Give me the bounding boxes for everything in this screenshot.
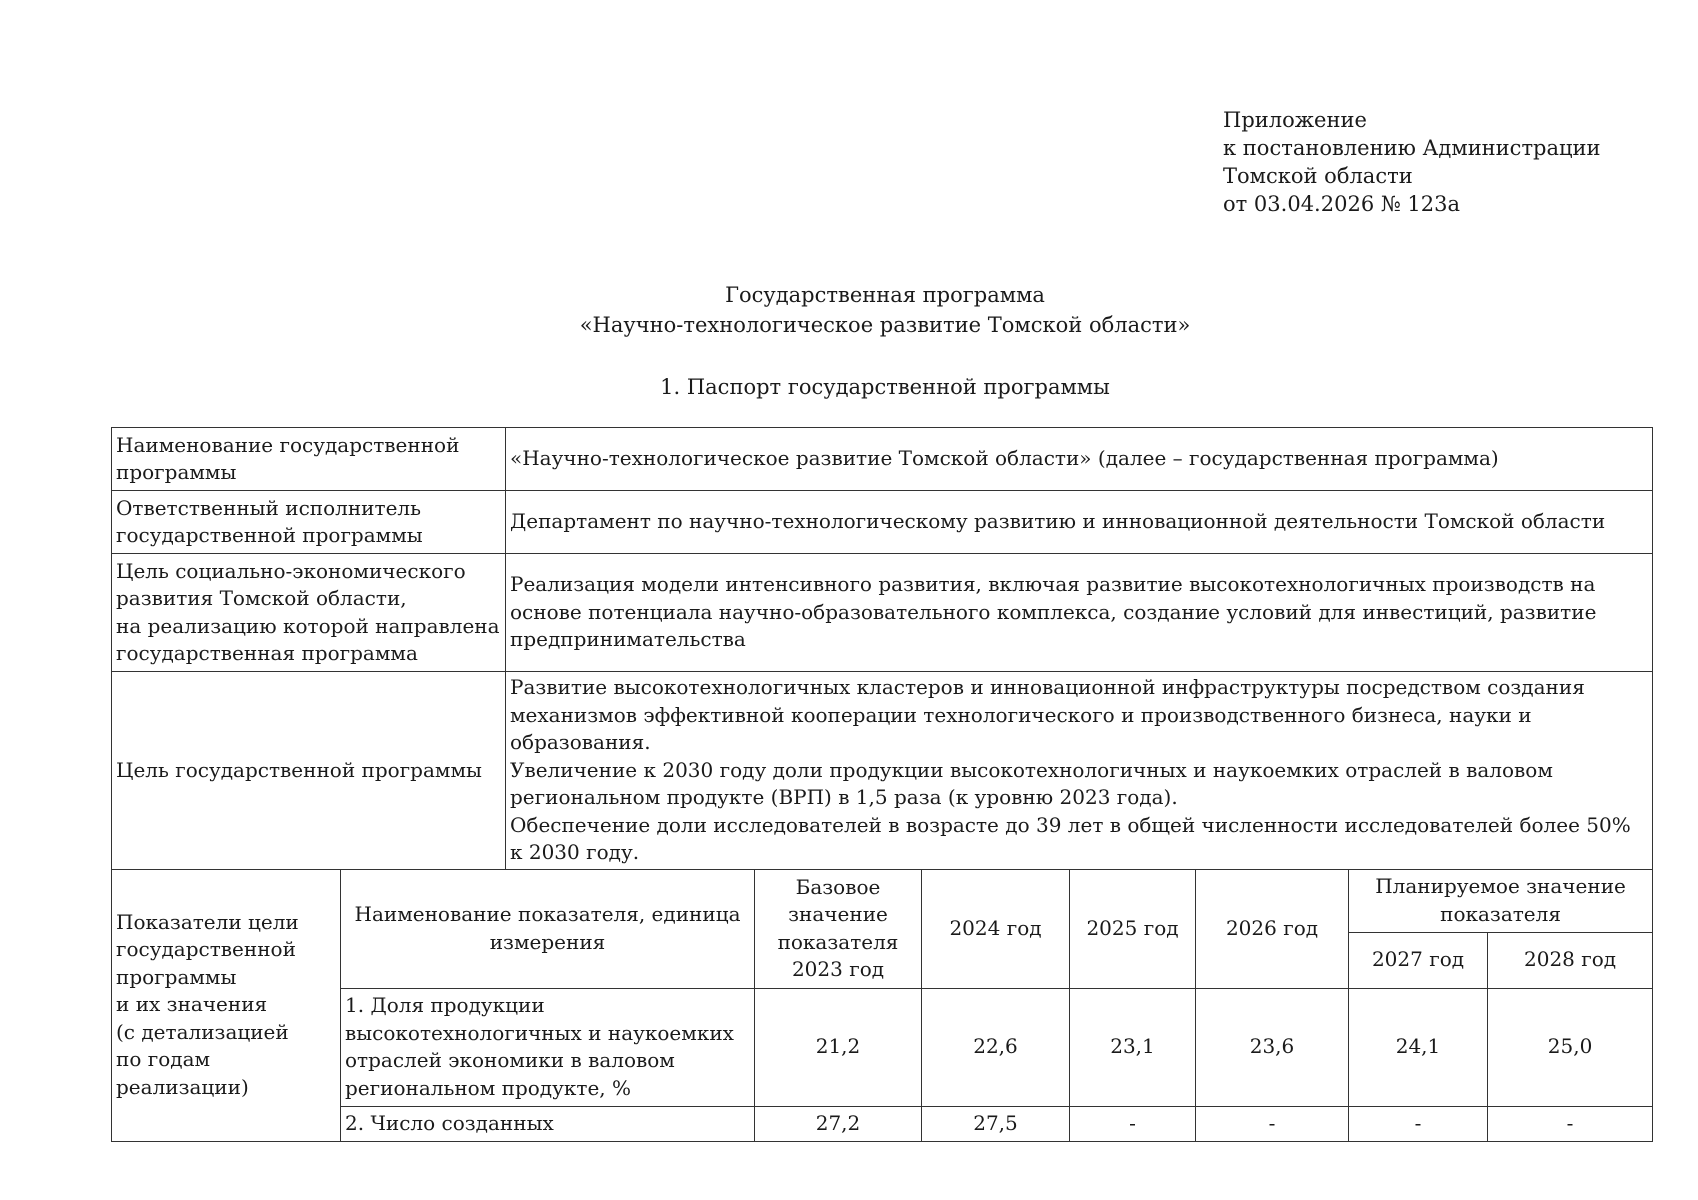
- program-name: «Научно-технологическое развитие Томской области»: [579, 313, 1191, 337]
- value-text: Развитие высокотехнологичных кластеров и инновационной инфраструктуры посредством создания механизмов эффективной кооперации технологического и производственного бизнеса, науки и образования.: [510, 675, 1585, 754]
- indicator-value: 22,6: [922, 988, 1070, 1106]
- row-value: [506, 672, 1653, 870]
- passport-table: [111, 427, 1653, 1142]
- label-line: развития Томской области,: [116, 586, 407, 610]
- approval-date: от 03.04.2026 № 123а: [1223, 192, 1460, 216]
- approval-line: к постановлению Администрации: [1223, 136, 1601, 160]
- indicator-value: -: [1349, 1106, 1488, 1141]
- header-2025: 2025 год: [1070, 869, 1196, 988]
- value-text: Увеличение к 2030 году доли продукции высокотехнологичных и наукоемких отраслей в валовом региональном продукте (ВРП) в 1,5 раза (к уровню 2023 года).: [510, 757, 1553, 809]
- approval-stamp: [1223, 106, 1601, 218]
- header-2028: 2028 год: [1488, 932, 1653, 988]
- program-title-line: Государственная программа: [725, 283, 1045, 307]
- approval-line: Приложение: [1223, 108, 1367, 132]
- approval-line: Томской области: [1223, 164, 1413, 188]
- row-value: [506, 554, 1653, 672]
- indicator-value: 24,1: [1349, 988, 1488, 1106]
- label-line: Цель социально-экономического: [116, 558, 466, 583]
- row-label: Наименование государственной программы: [112, 428, 506, 491]
- indicators-header-row: [112, 869, 1653, 932]
- header-planned: Планируемое значение показателя: [1349, 869, 1653, 932]
- row-label: Ответственный исполнитель государственной программы: [112, 491, 506, 554]
- indicator-value: 25,0: [1488, 988, 1653, 1106]
- row-label: [112, 554, 506, 672]
- indicator-name: 1. Доля продукции высокотехнологичных и наукоемких отраслей экономики в валовом региональном продукте, %: [341, 988, 755, 1106]
- row-value: [506, 491, 1653, 554]
- label-line: на реализацию которой направлена: [116, 613, 500, 638]
- indicator-value: 23,6: [1196, 988, 1349, 1106]
- label-line: и их значения: [116, 992, 268, 1017]
- label-line: (с детализацией: [116, 1019, 289, 1044]
- table-row: [112, 428, 1653, 491]
- table-row: [112, 491, 1653, 554]
- row-value: [506, 428, 1653, 491]
- indicator-value: 27,5: [922, 1106, 1070, 1141]
- label-line: государственная программа: [116, 641, 418, 665]
- row-label: Цель государственной программы: [112, 672, 506, 870]
- label-line: реализации): [116, 1074, 249, 1099]
- indicator-value: -: [1070, 1106, 1196, 1141]
- header-2026: 2026 год: [1196, 869, 1349, 988]
- indicator-value: 23,1: [1070, 988, 1196, 1106]
- section-title: 1. Паспорт государственной программы: [660, 375, 1110, 399]
- indicator-row: [112, 1106, 1653, 1141]
- indicators-label: [112, 869, 341, 1141]
- indicator-row: [112, 988, 1653, 1106]
- indicator-value: 21,2: [755, 988, 922, 1106]
- header-2024: 2024 год: [922, 869, 1070, 988]
- header-base-value: Базовое значение показателя 2023 год: [755, 869, 922, 988]
- indicator-name: 2. Число созданных: [341, 1106, 755, 1141]
- value-text: Реализация модели интенсивного развития, включая развитие высокотехнологичных производств на основе потенциала научно-образовательного комплекса, создание условий для инвестиций, развитие предпринимательства: [510, 572, 1597, 652]
- header-indicator-name: Наименование показателя, единица измерения: [341, 869, 755, 988]
- indicator-value: -: [1196, 1106, 1349, 1141]
- value-text: Департамент по научно-технологическому развитию и инновационной деятельности Томской области: [510, 509, 1606, 534]
- indicator-value: -: [1488, 1106, 1653, 1141]
- value-text: «Научно-технологическое развитие Томской области» (далее – государственная программа): [510, 446, 1499, 471]
- header-2027: 2027 год: [1349, 932, 1488, 988]
- table-row: [112, 672, 1653, 870]
- label-line: по годам: [116, 1047, 211, 1072]
- value-text: Обеспечение доли исследователей в возрасте до 39 лет в общей численности исследователей более 50% к 2030 году.: [510, 812, 1631, 864]
- label-line: Показатели цели: [116, 909, 299, 934]
- label-line: государственной: [116, 937, 296, 962]
- program-title: [0, 280, 1698, 340]
- label-line: программы: [116, 964, 237, 989]
- indicator-value: 27,2: [755, 1106, 922, 1141]
- table-row: [112, 554, 1653, 672]
